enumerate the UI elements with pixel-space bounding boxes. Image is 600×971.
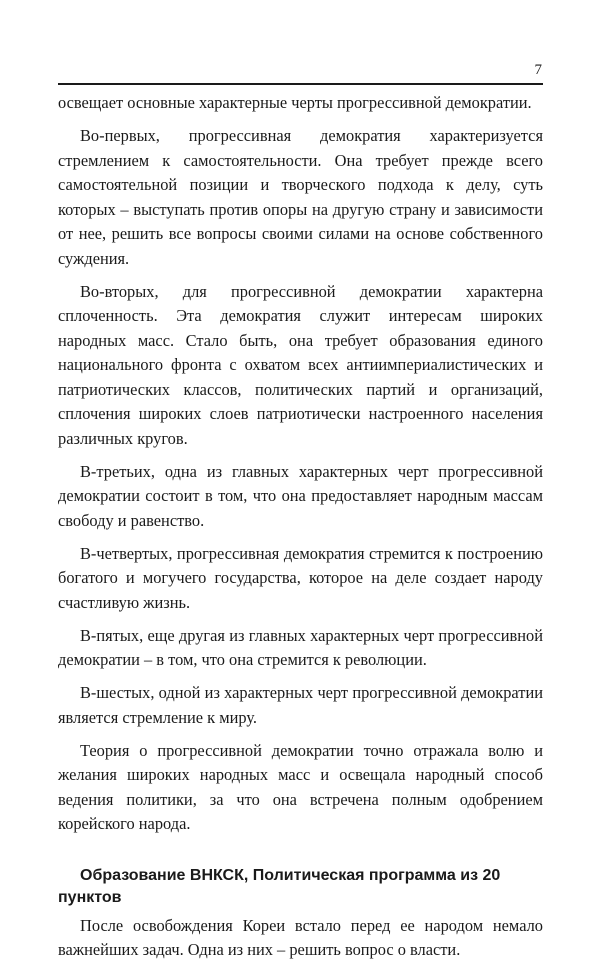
paragraph: В-третьих, одна из главных характерных черт прогрессивной демократии состоит в том, что она предоставляет народным массам свободу и равенство. (58, 461, 543, 530)
paragraph: Теория о прогрессивной демократии точно отражала волю и желания широких народных масс и освещала народный способ ведения политики, за что она встречена полным одобрением корейского народа. (58, 740, 543, 833)
page-number: 7 (534, 62, 542, 78)
paragraph: После освобождения Кореи встало перед ее народом немало важнейших задач. Одна из них – решить вопрос о власти. (58, 915, 543, 959)
paragraph: В-пятых, еще другая из главных характерных черт прогрессивной демократии – в том, что она стремится к революции. (58, 625, 543, 669)
paragraph: В-шестых, одной из характерных черт прогрессивной демократии является стремление к миру. (58, 683, 543, 727)
paragraph: Во-вторых, для прогрессивной демократии характерна сплоченность. Эта демократия служит интересам широких народных масс. Стало быть, она требует образования единого национального фронта с охватом всех антиимпериалистических и патриотических классов, политических партий и организаций, сплочения широких слоев патриотически настроенного населения различных кругов. (58, 281, 543, 448)
paragraph: освещает основные характерные черты прогрессивной демократии. (58, 93, 532, 112)
paragraph: Во-первых, прогрессивная демократия характеризуется стремлением к самостоятельности. Она требует прежде всего самостоятельной позиции и творческого подхода к делу, суть которых – выступать против опоры на другую страну и зависимости от нее, решить все вопросы своими силами на основе собственного суждения. (58, 126, 543, 268)
paragraph: В-четвертых, прогрессивная демократия стремится к построению богатого и могучего государства, которое на деле создает народу счастливую жизнь. (58, 543, 543, 612)
header-rule (58, 83, 543, 85)
page-body (58, 91, 543, 971)
section-heading: Образование ВНКСК, Политическая программа из 20 пунктов (58, 866, 501, 906)
